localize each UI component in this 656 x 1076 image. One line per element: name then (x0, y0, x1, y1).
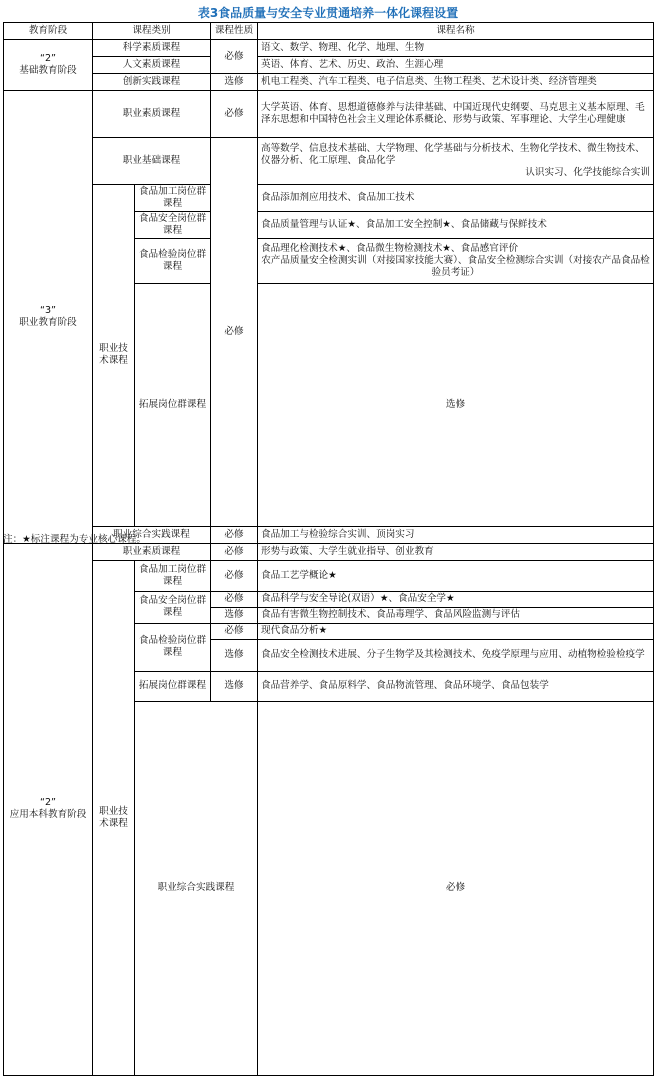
course-names-extra: 农产品质量安全检测实训（对接国家技能大赛）、食品安全检测综合实训（对接农产品食品检验员考证） (261, 254, 650, 278)
stage-cell-vocational (4, 91, 93, 544)
category-cell: 科学素质课程 (93, 40, 211, 57)
course-names-main: 食品理化检测技术★、食品微生物检测技术★、食品感官评价 (261, 242, 519, 254)
nature-cell: 选修 (211, 639, 258, 671)
tech-category-cell: 职业技术课程 (93, 185, 135, 527)
course-names: 语文、数学、物理、化学、地理、生物 (258, 40, 654, 57)
stage-number: “2” (39, 53, 57, 65)
category-cell: 人文素质课程 (93, 57, 211, 74)
course-names: 形势与政策、大学生就业指导、创业教育 (258, 543, 654, 560)
course-names-main: 高等数学、信息技术基础、大学物理、化学基础与分析技术、生物化学技术、微生物技术、仪器分析、化工原理、食品化学 (261, 143, 645, 166)
table-row (4, 185, 654, 212)
table-title: 表3食品质量与安全专业贯通培养一体化课程设置 (197, 6, 459, 20)
stage-cell-basic (4, 40, 93, 91)
group-cell: 食品安全岗位群课程 (135, 591, 211, 623)
group-cell: 食品检验岗位群课程 (135, 238, 211, 283)
nature-cell: 选修 (211, 74, 258, 91)
course-names: 食品加工与检验综合实训、顶岗实习 (258, 526, 654, 543)
stage-label: 职业教育阶段 (19, 316, 77, 328)
course-names: 食品质量管理与认证★、食品加工安全控制★、食品储藏与保鲜技术 (258, 211, 654, 238)
nature-cell: 必修 (211, 623, 258, 639)
course-names: 食品安全检测技术进展、分子生物学及其检测技术、免疫学原理与应用、动植物检验检疫学 (258, 639, 654, 671)
nature-cell: 必修 (258, 701, 654, 1076)
footnote: 注：★标注课程为专业核心课程。 (3, 534, 146, 545)
tech-category-cell: 职业技术课程 (93, 560, 135, 1076)
group-cell: 拓展岗位群课程 (135, 671, 211, 701)
table-row (4, 91, 654, 138)
nature-cell: 必修 (211, 543, 258, 560)
category-cell: 创新实践课程 (93, 74, 211, 91)
course-names: 食品有害微生物控制技术、食品毒理学、食品风险监测与评估 (258, 607, 654, 623)
nature-cell: 必修 (211, 138, 258, 527)
header-stage: 教育阶段 (4, 23, 93, 40)
category-cell: 职业素质课程 (93, 91, 211, 138)
stage-number: “2” (39, 797, 57, 809)
course-names: 食品添加剂应用技术、食品加工技术 (258, 185, 654, 212)
course-names: 食品工艺学概论★ (258, 560, 654, 591)
course-names: 现代食品分析★ (258, 623, 654, 639)
group-cell: 拓展岗位群课程 (135, 283, 211, 526)
category-cell: 职业素质课程 (93, 543, 211, 560)
category-cell: 职业综合实践课程 (93, 526, 211, 543)
table-row (4, 138, 654, 185)
course-names: 食品科学与安全导论(双语）★、食品安全学★ (258, 591, 654, 607)
course-names (258, 238, 654, 283)
nature-cell: 选修 (211, 607, 258, 623)
group-cell: 食品加工岗位群课程 (135, 185, 211, 212)
course-names (258, 138, 654, 185)
nature-cell: 必修 (211, 526, 258, 543)
group-cell: 食品检验岗位群课程 (135, 623, 211, 671)
group-cell: 食品安全岗位群课程 (135, 211, 211, 238)
course-names-right: 认识实习、化学技能综合实训 (525, 166, 650, 178)
nature-cell: 选修 (211, 671, 258, 701)
stage-cell-undergrad (4, 543, 93, 1076)
nature-cell: 必修 (211, 40, 258, 74)
header-names: 课程名称 (258, 23, 654, 40)
curriculum-table (3, 22, 654, 1076)
group-cell: 食品加工岗位群课程 (135, 560, 211, 591)
course-names: 食品营养学、食品原料学、食品物流管理、食品环境学、食品包装学 (258, 671, 654, 701)
nature-cell: 选修 (258, 283, 654, 526)
course-names: 英语、体育、艺术、历史、政治、生涯心理 (258, 57, 654, 74)
table-row (4, 74, 654, 91)
table-row (4, 543, 654, 560)
stage-number: “3” (39, 304, 57, 316)
header-row (4, 23, 654, 40)
course-names: 机电工程类、汽车工程类、电子信息类、生物工程类、艺术设计类、经济管理类 (258, 74, 654, 91)
nature-cell: 必修 (211, 560, 258, 591)
stage-label: 基础教育阶段 (19, 65, 77, 76)
table-row (4, 40, 654, 57)
course-names: 大学英语、体育、思想道德修养与法律基础、中国近现代史纲要、马克思主义基本原理、毛泽东思想和中国特色社会主义理论体系概论、形势与政策、军事理论、大学生心理健康 (258, 91, 654, 138)
header-nature: 课程性质 (211, 23, 258, 40)
table-row (4, 57, 654, 74)
nature-cell: 必修 (211, 591, 258, 607)
header-category: 课程类别 (93, 23, 211, 40)
nature-cell: 必修 (211, 91, 258, 138)
category-cell: 职业基础课程 (93, 138, 211, 185)
stage-label: 应用本科教育阶段 (9, 809, 87, 821)
category-cell: 职业综合实践课程 (135, 701, 258, 1076)
table-row (4, 560, 654, 591)
